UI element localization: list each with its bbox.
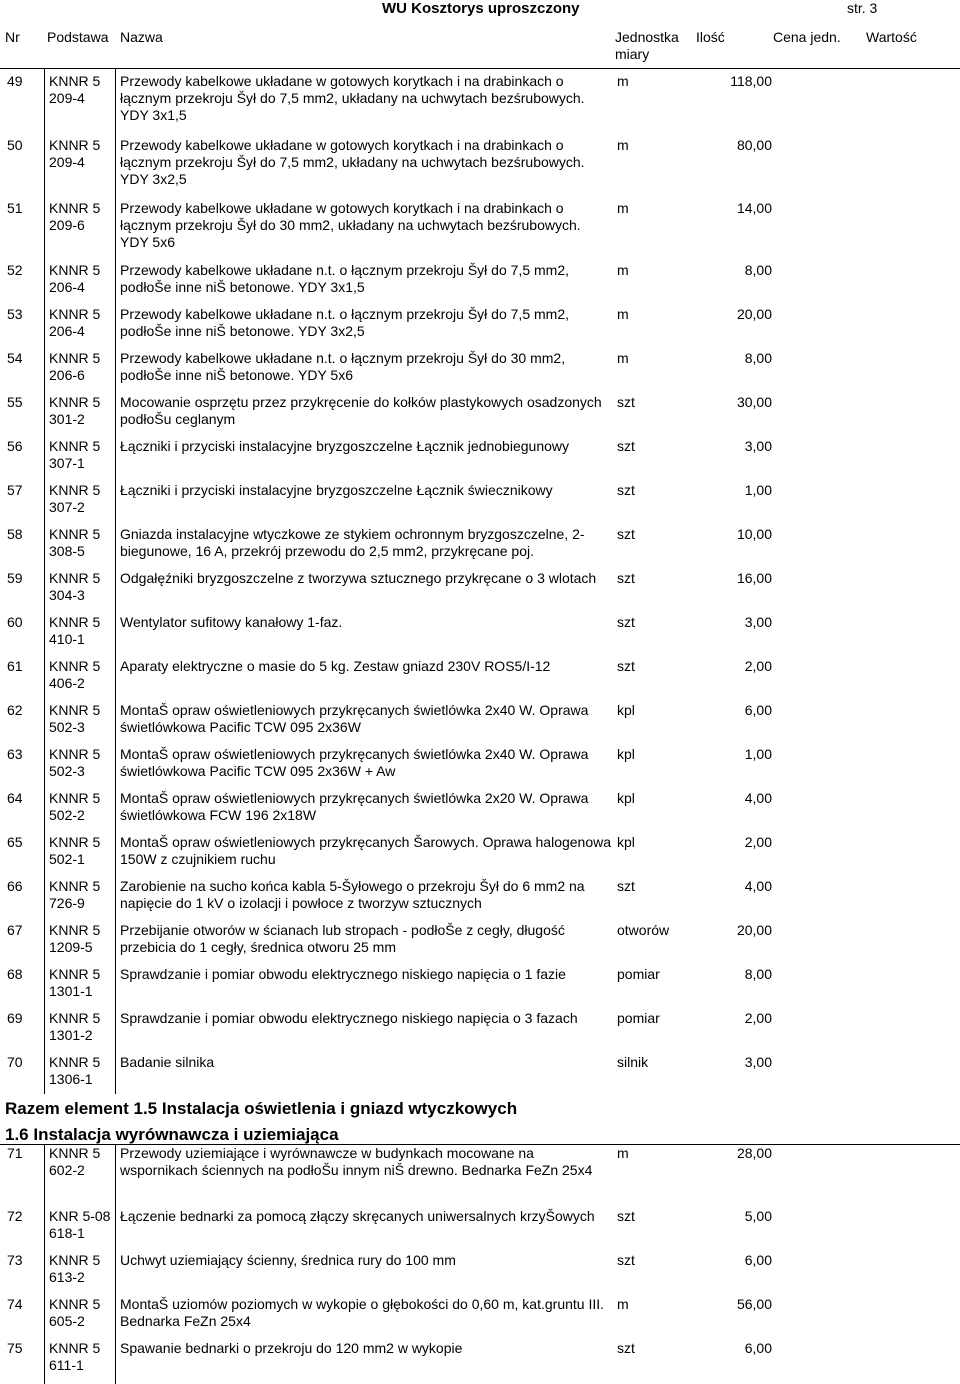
row-description: Przebijanie otworów w ścianach lub stropach - podłoŠe z cegły, długość przebicia do 1 cegły, średnica otworu 25 mm xyxy=(120,922,565,955)
row-quantity: 2,00 xyxy=(744,1010,772,1026)
row-description: Przewody uziemiające i wyrównawcze w budynkach mocowane na wspornikach ściennych na podłoŠu innym niŠ drewno. Bednarka FeZn 25x4 xyxy=(120,1145,593,1178)
row-base-number: 406-2 xyxy=(49,675,85,691)
row-number: 74 xyxy=(7,1296,23,1312)
row-base-number: 618-1 xyxy=(49,1225,85,1241)
row-base-number: 502-1 xyxy=(49,851,85,867)
row-description: Łączniki i przyciski instalacyjne bryzgoszczelne Łącznik świecznikowy xyxy=(120,482,553,498)
row-number: 75 xyxy=(7,1340,23,1356)
row-base-code: KNNR 5 xyxy=(49,394,101,410)
col-value-header: Wartość xyxy=(866,29,917,45)
row-quantity: 3,00 xyxy=(744,438,772,454)
row-description: Sprawdzanie i pomiar obwodu elektrycznego niskiego napięcia o 1 fazie xyxy=(120,966,566,982)
row-number: 69 xyxy=(7,1010,23,1026)
row-description: Badanie silnika xyxy=(120,1054,215,1070)
row-base-number: 206-4 xyxy=(49,323,85,339)
row-base-code: KNNR 5 xyxy=(49,1054,101,1070)
row-base-code: KNNR 5 xyxy=(49,1340,101,1356)
row-base-number: 301-2 xyxy=(49,411,85,427)
row-base-number: 1301-2 xyxy=(49,1027,93,1043)
row-unit: m xyxy=(617,73,629,89)
row-base-code: KNNR 5 xyxy=(49,746,101,762)
row-number: 60 xyxy=(7,614,23,630)
row-number: 54 xyxy=(7,350,23,366)
row-number: 53 xyxy=(7,306,23,322)
row-unit: m xyxy=(617,306,629,322)
row-unit: szt xyxy=(617,394,635,410)
row-base-code: KNNR 5 xyxy=(49,1010,101,1026)
row-base-number: 209-6 xyxy=(49,217,85,233)
row-unit: szt xyxy=(617,438,635,454)
row-quantity: 28,00 xyxy=(736,1145,772,1161)
row-description: Łączenie bednarki za pomocą złączy skręcanych uniwersalnych krzyŠowych xyxy=(120,1208,595,1224)
row-unit: m xyxy=(617,1145,629,1161)
row-quantity: 118,00 xyxy=(730,73,772,89)
row-number: 71 xyxy=(7,1145,23,1161)
row-number: 52 xyxy=(7,262,23,278)
row-base-code: KNNR 5 xyxy=(49,658,101,674)
row-base-number: 410-1 xyxy=(49,631,85,647)
row-number: 50 xyxy=(7,137,23,153)
row-unit: otworów xyxy=(617,922,670,938)
row-base-number: 206-6 xyxy=(49,367,85,383)
element-summary: Razem element 1.5 Instalacja oświetlenia i gniazd wtyczkowych xyxy=(5,1099,518,1118)
row-unit: szt xyxy=(617,614,635,630)
row-description: Przewody kabelkowe układane n.t. o łącznym przekroju Šył do 7,5 mm2, podłoŠe inne niŠ betonowe. YDY 3x1,5 xyxy=(120,262,569,295)
row-unit: m xyxy=(617,137,629,153)
row-base-number: 602-2 xyxy=(49,1162,85,1178)
row-number: 57 xyxy=(7,482,23,498)
row-quantity: 3,00 xyxy=(744,614,772,630)
row-number: 49 xyxy=(7,73,23,89)
base-right-rule xyxy=(115,1145,116,1384)
row-quantity: 30,00 xyxy=(736,394,772,410)
page-number: str. 3 xyxy=(847,0,878,16)
row-description: Aparaty elektryczne o masie do 5 kg. Zestaw gniazd 230V ROS5/I-12 xyxy=(120,658,551,674)
row-unit: pomiar xyxy=(617,966,660,982)
row-unit: szt xyxy=(617,526,635,542)
row-number: 73 xyxy=(7,1252,23,1268)
row-base-code: KNNR 5 xyxy=(49,570,101,586)
row-unit: szt xyxy=(617,1208,635,1224)
row-description: MontaŠ opraw oświetleniowych przykręcanych świetlówka 2x40 W. Oprawa świetlówkowa Pacific TCW 095 2x36W + Aw xyxy=(120,746,589,779)
row-quantity: 5,00 xyxy=(744,1208,772,1224)
row-description: Wentylator sufitowy kanałowy 1-faz. xyxy=(120,614,343,630)
row-description: Przewody kabelkowe układane w gotowych korytkach i na drabinkach o łącznym przekroju Šył do 30 mm2, układany na uchwytach bezśrubowych. YDY 5x6 xyxy=(120,200,581,250)
row-base-code: KNNR 5 xyxy=(49,922,101,938)
row-base-number: 209-4 xyxy=(49,90,85,106)
row-unit: m xyxy=(617,200,629,216)
row-description: Spawanie bednarki o przekroju do 120 mm2 w wykopie xyxy=(120,1340,463,1356)
row-unit: szt xyxy=(617,1340,635,1356)
row-quantity: 8,00 xyxy=(744,966,772,982)
row-base-number: 502-2 xyxy=(49,807,85,823)
section-heading: 1.6 Instalacja wyrównawcza i uziemiająca xyxy=(5,1125,339,1144)
row-description: Zarobienie na sucho końca kabla 5-Šyłowego o przekroju Šył do 6 mm2 na napięcie do 1 kV o izolacji i powłoce z tworzyw sztucznych xyxy=(120,878,585,911)
row-number: 61 xyxy=(7,658,23,674)
row-unit: szt xyxy=(617,878,635,894)
col-base-header: Podstawa xyxy=(47,29,109,45)
row-quantity: 4,00 xyxy=(744,878,772,894)
row-description: Przewody kabelkowe układane w gotowych korytkach i na drabinkach o łącznym przekroju Šył do 7,5 mm2, układany na uchwytach bezśrubowych. YDY 3x1,5 xyxy=(120,73,585,123)
row-quantity: 10,00 xyxy=(736,526,772,542)
row-base-number: 209-4 xyxy=(49,154,85,170)
row-description: Gniazda instalacyjne wtyczkowe ze stykiem ochronnym bryzgoszczelne, 2-biegunowe, 16 A, przekrój przewodu do 2,5 mm2, przykręcane poj. xyxy=(120,526,585,559)
row-description: Przewody kabelkowe układane w gotowych korytkach i na drabinkach o łącznym przekroju Šył do 7,5 mm2, układany na uchwytach bezśrubowych. YDY 3x2,5 xyxy=(120,137,585,187)
row-quantity: 56,00 xyxy=(736,1296,772,1312)
col-qty-header: Ilość xyxy=(696,29,725,45)
row-base-code: KNNR 5 xyxy=(49,966,101,982)
row-description: Odgałęźniki bryzgoszczelne z tworzywa sztucznego przykręcane o 3 wlotach xyxy=(120,570,597,586)
col-unit-header: Jednostka miary xyxy=(615,29,679,62)
col-name-header: Nazwa xyxy=(120,29,163,45)
row-base-number: 1209-5 xyxy=(49,939,93,955)
row-base-code: KNNR 5 xyxy=(49,306,101,322)
row-base-number: 1306-1 xyxy=(49,1071,93,1087)
row-base-number: 308-5 xyxy=(49,543,85,559)
row-quantity: 6,00 xyxy=(744,1340,772,1356)
row-base-code: KNNR 5 xyxy=(49,834,101,850)
row-number: 59 xyxy=(7,570,23,586)
row-description: MontaŠ opraw oświetleniowych przykręcanych Šarowych. Oprawa halogenowa 150W z czujnikiem ruchu xyxy=(120,834,612,867)
row-base-number: 613-2 xyxy=(49,1269,85,1285)
row-unit: kpl xyxy=(617,746,635,762)
row-quantity: 80,00 xyxy=(736,137,772,153)
header-divider xyxy=(0,68,960,69)
row-base-code: KNNR 5 xyxy=(49,200,101,216)
row-base-code: KNNR 5 xyxy=(49,614,101,630)
row-number: 51 xyxy=(7,200,23,216)
row-base-code: KNNR 5 xyxy=(49,137,101,153)
row-base-code: KNNR 5 xyxy=(49,482,101,498)
row-number: 62 xyxy=(7,702,23,718)
row-base-number: 206-4 xyxy=(49,279,85,295)
row-quantity: 3,00 xyxy=(744,1054,772,1070)
row-base-number: 502-3 xyxy=(49,719,85,735)
row-description: MontaŠ opraw oświetleniowych przykręcanych świetlówka 2x40 W. Oprawa świetlówkowa Pacific TCW 095 2x36W xyxy=(120,702,589,735)
row-number: 72 xyxy=(7,1208,23,1224)
row-unit: szt xyxy=(617,570,635,586)
row-unit: m xyxy=(617,350,629,366)
row-quantity: 20,00 xyxy=(736,922,772,938)
row-base-code: KNNR 5 xyxy=(49,790,101,806)
row-description: Mocowanie osprzętu przez przykręcenie do kołków plastykowych osadzonych podłoŠu ceglanym xyxy=(120,394,602,427)
row-number: 58 xyxy=(7,526,23,542)
row-unit: m xyxy=(617,262,629,278)
row-quantity: 16,00 xyxy=(736,570,772,586)
row-unit: szt xyxy=(617,482,635,498)
row-number: 65 xyxy=(7,834,23,850)
row-unit: szt xyxy=(617,1252,635,1268)
row-quantity: 4,00 xyxy=(744,790,772,806)
row-base-code: KNNR 5 xyxy=(49,878,101,894)
row-base-number: 605-2 xyxy=(49,1313,85,1329)
row-base-code: KNNR 5 xyxy=(49,526,101,542)
document-title: WU Kosztorys uproszczony xyxy=(382,0,580,17)
row-description: Sprawdzanie i pomiar obwodu elektrycznego niskiego napięcia o 3 fazach xyxy=(120,1010,578,1026)
base-right-rule xyxy=(115,69,116,1094)
row-base-code: KNNR 5 xyxy=(49,73,101,89)
row-description: MontaŠ uziomów poziomych w wykopie o głębokości do 0,60 m, kat.gruntu III. Bednarka FeZn 25x4 xyxy=(120,1296,605,1329)
row-base-code: KNNR 5 xyxy=(49,702,101,718)
col-price-header: Cena jedn. xyxy=(773,29,841,45)
base-left-rule xyxy=(44,69,45,1094)
row-base-number: 307-1 xyxy=(49,455,85,471)
row-number: 55 xyxy=(7,394,23,410)
row-number: 66 xyxy=(7,878,23,894)
row-description: Uchwyt uziemiający ścienny, średnica rury do 100 mm xyxy=(120,1252,456,1268)
row-description: MontaŠ opraw oświetleniowych przykręcanych świetlówka 2x20 W. Oprawa świetlówkowa FCW 196 2x18W xyxy=(120,790,589,823)
row-number: 70 xyxy=(7,1054,23,1070)
base-left-rule xyxy=(44,1145,45,1384)
row-unit: m xyxy=(617,1296,629,1312)
row-quantity: 8,00 xyxy=(744,262,772,278)
row-base-code: KNNR 5 xyxy=(49,438,101,454)
row-base-code: KNNR 5 xyxy=(49,350,101,366)
row-quantity: 2,00 xyxy=(744,658,772,674)
row-unit: kpl xyxy=(617,834,635,850)
row-base-number: 304-3 xyxy=(49,587,85,603)
row-base-code: KNNR 5 xyxy=(49,1296,101,1312)
row-base-number: 726-9 xyxy=(49,895,85,911)
row-base-code: KNNR 5 xyxy=(49,262,101,278)
row-number: 56 xyxy=(7,438,23,454)
col-nr-header: Nr xyxy=(5,29,20,45)
row-base-code: KNNR 5 xyxy=(49,1145,101,1161)
row-number: 64 xyxy=(7,790,23,806)
row-quantity: 8,00 xyxy=(744,350,772,366)
row-quantity: 2,00 xyxy=(744,834,772,850)
row-number: 68 xyxy=(7,966,23,982)
row-unit: szt xyxy=(617,658,635,674)
row-base-code: KNR 5-08 xyxy=(49,1208,111,1224)
row-unit: pomiar xyxy=(617,1010,660,1026)
row-unit: kpl xyxy=(617,790,635,806)
row-unit: kpl xyxy=(617,702,635,718)
row-quantity: 20,00 xyxy=(736,306,772,322)
row-base-code: KNNR 5 xyxy=(49,1252,101,1268)
row-description: Przewody kabelkowe układane n.t. o łącznym przekroju Šył do 7,5 mm2, podłoŠe inne niŠ betonowe. YDY 3x2,5 xyxy=(120,306,569,339)
row-base-number: 502-3 xyxy=(49,763,85,779)
row-number: 67 xyxy=(7,922,23,938)
row-number: 63 xyxy=(7,746,23,762)
row-quantity: 14,00 xyxy=(736,200,772,216)
row-quantity: 6,00 xyxy=(744,702,772,718)
row-unit: silnik xyxy=(617,1054,649,1070)
row-quantity: 1,00 xyxy=(744,482,772,498)
row-base-number: 1301-1 xyxy=(49,983,93,999)
row-base-number: 611-1 xyxy=(49,1357,84,1373)
row-quantity: 1,00 xyxy=(744,746,772,762)
row-description: Przewody kabelkowe układane n.t. o łącznym przekroju Šył do 30 mm2, podłoŠe inne niŠ betonowe. YDY 5x6 xyxy=(120,350,566,383)
row-quantity: 6,00 xyxy=(744,1252,772,1268)
row-base-number: 307-2 xyxy=(49,499,85,515)
row-description: Łączniki i przyciski instalacyjne bryzgoszczelne Łącznik jednobiegunowy xyxy=(120,438,569,454)
